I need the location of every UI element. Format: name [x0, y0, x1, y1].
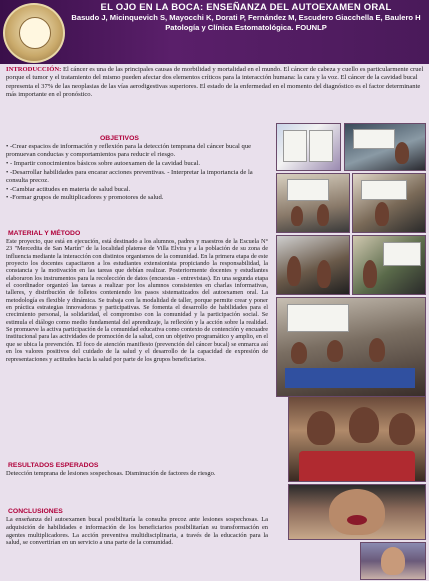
resultados-text: Detección temprana de lesiones sospechosas. Disminución de factores de riesgo.	[6, 470, 216, 477]
child-mouth-exam-photo	[288, 484, 426, 540]
whiteboard	[353, 129, 395, 149]
whiteboard	[287, 304, 349, 332]
whiteboard	[361, 180, 407, 200]
whiteboard	[383, 242, 421, 266]
university-seal-logo	[3, 3, 65, 63]
person-figure	[317, 260, 331, 288]
conclusiones-title: CONCLUSIONES	[8, 508, 63, 515]
child-face	[389, 413, 415, 445]
person-figure	[317, 204, 329, 226]
objetivo-item: • - Impartir conocimientos básicos sobre autoexamen de la cavidad bucal.	[6, 159, 201, 167]
classroom-photo	[352, 173, 426, 233]
header-text	[66, 2, 426, 32]
resultados-title: RESULTADOS ESPERADOS	[8, 462, 99, 469]
student-head	[327, 340, 343, 362]
person-figure	[287, 256, 301, 286]
classroom-students-photo	[276, 297, 426, 397]
desk-row	[285, 368, 415, 388]
leaflet-photo	[276, 123, 341, 171]
objetivos-list	[6, 143, 268, 203]
material-text: Este proyecto, que está en ejecución, está destinado a los alumnos, padres y maestros de la Escuela N° 23 "Mercedita de San Martín" de la localidad platense de Villa Elvira y a la población de su zona de influencia mediante la interacción con distintos organismos de la comunidad. En la primera etapa de este proyecto los docentes capacitaron a los estudiantes extensionista propiciando la responsabilidad, la constancia y la motivación en las tareas que debían realizar. Posteriormente docentes y estudiantes elaboraron los instrumentos para la recolección de datos (encuestas - entrevistas). En una segunda etapa el coordinador organizó las tareas a realizar por los alumnos consistentes en charlas informativas, talleres, y distribución de folletos conteniendo los pasos sistematizados del autoexamen oral. La metodología es flexible y dinámica. Se trabaja con la modalidad de taller, porque permite crear y poner en práctica estrategias innovadoras y participativas. Se fomenta el desarrollo de habilidades para el crecimiento personal, la solidaridad, el compromiso con la comunidad y la participación social. Se estimula el diálogo como medio fundamental del aprendizaje, la reflexión y la acción sobre la realidad. Se promueve la activa participación de la comunidad educativa como contexto de contención y encuadre institucional para las actividades de promoción de la salud, con un objetivo programático y amplio, en el que se ubica la prevención. El foco de atención manifiesto (prevención del cáncer bucal) se enmarca así en los valores positivos del cuidado de la salud y el desarrollo de la capacidad de expresión de representaciones y actitudes hacia la salud por parte de los grupos beneficiarios.	[6, 238, 268, 363]
poster-body	[0, 64, 429, 581]
poster-title: EL OJO EN LA BOCA: ENSEÑANZA DEL AUTOEXAMEN ORAL	[100, 2, 392, 13]
classroom-photo	[352, 235, 426, 295]
objetivo-item: • -Formar grupos de multiplicadores y promotores de salud.	[6, 194, 164, 202]
child-face	[329, 489, 385, 535]
classroom-photo	[276, 173, 350, 233]
open-mouth	[347, 515, 367, 525]
child-photo	[360, 542, 426, 580]
student-head	[291, 342, 307, 364]
poster-header	[0, 0, 429, 64]
children-photo	[288, 396, 426, 482]
person-figure	[363, 260, 377, 288]
leaflet-page	[309, 130, 333, 162]
person-figure	[375, 202, 389, 226]
material-title: MATERIAL Y MÉTODO	[8, 230, 81, 237]
classroom-photo	[344, 123, 426, 171]
leaflet-page	[283, 130, 307, 162]
objetivo-item: • -Crear espacios de información y reflexión para la detección temprana del cáncer bucal que promuevan conductas y comportamientos para reducir el riesgo.	[6, 143, 252, 159]
seal-emblem	[19, 17, 51, 49]
person-figure	[291, 206, 303, 226]
conclusiones-text: La enseñanza del autoexamen bucal posibilitaría la consulta precoz ante lesiones sospechosas. La adquisición de habilidades e información de los beneficiarios posibilitarían su transformación en agentes multiplicadores. La acción preventiva multidisciplinaria, a través de la educación para la salud, se convertirían en un servicio a una parte de la comunidad.	[6, 516, 268, 547]
poster-authors: Basudo J, Micinquevich S, Mayocchi K, Dorati P, Fernández M, Escudero Giacchella E, Baulero H	[71, 13, 421, 22]
child-face	[307, 411, 335, 445]
objetivos-title: OBJETIVOS	[100, 135, 139, 142]
classroom-photo	[276, 235, 350, 295]
objetivo-item: • -Cambiar actitudes en materia de salud bucal.	[6, 185, 131, 193]
intro-heading: INTRODUCCIÓN:	[6, 66, 62, 73]
student-head	[369, 338, 385, 362]
intro-text: El cáncer es una de las principales causas de morbilidad y mortalidad en el mundo. El cáncer de cabeza y cuello es particularmente cruel porque el tumor y el tratamiento del mismo pueden afectar dos elementos críticos para la interacción humana: la cara y la voz. El cáncer de la cavidad bucal representa el 37% de las neoplasias de las vías aerodigestivas superiores. El estado de la enfermedad en el momento del diagnóstico es el factor determinante más importante en el pronóstico.	[6, 66, 424, 98]
person-figure	[395, 142, 409, 164]
whiteboard	[287, 179, 329, 201]
objetivo-item: • -Desarrollar habilidades para encarar acciones preventivas. - Interpretar la importancia de la consulta precoz.	[6, 168, 253, 184]
poster-affiliation: Patología y Clínica Estomatológica. FOUNLP	[165, 22, 327, 32]
children-shirts	[299, 451, 415, 481]
child-face	[381, 547, 405, 575]
intro-section	[6, 66, 424, 99]
child-face	[349, 407, 379, 443]
